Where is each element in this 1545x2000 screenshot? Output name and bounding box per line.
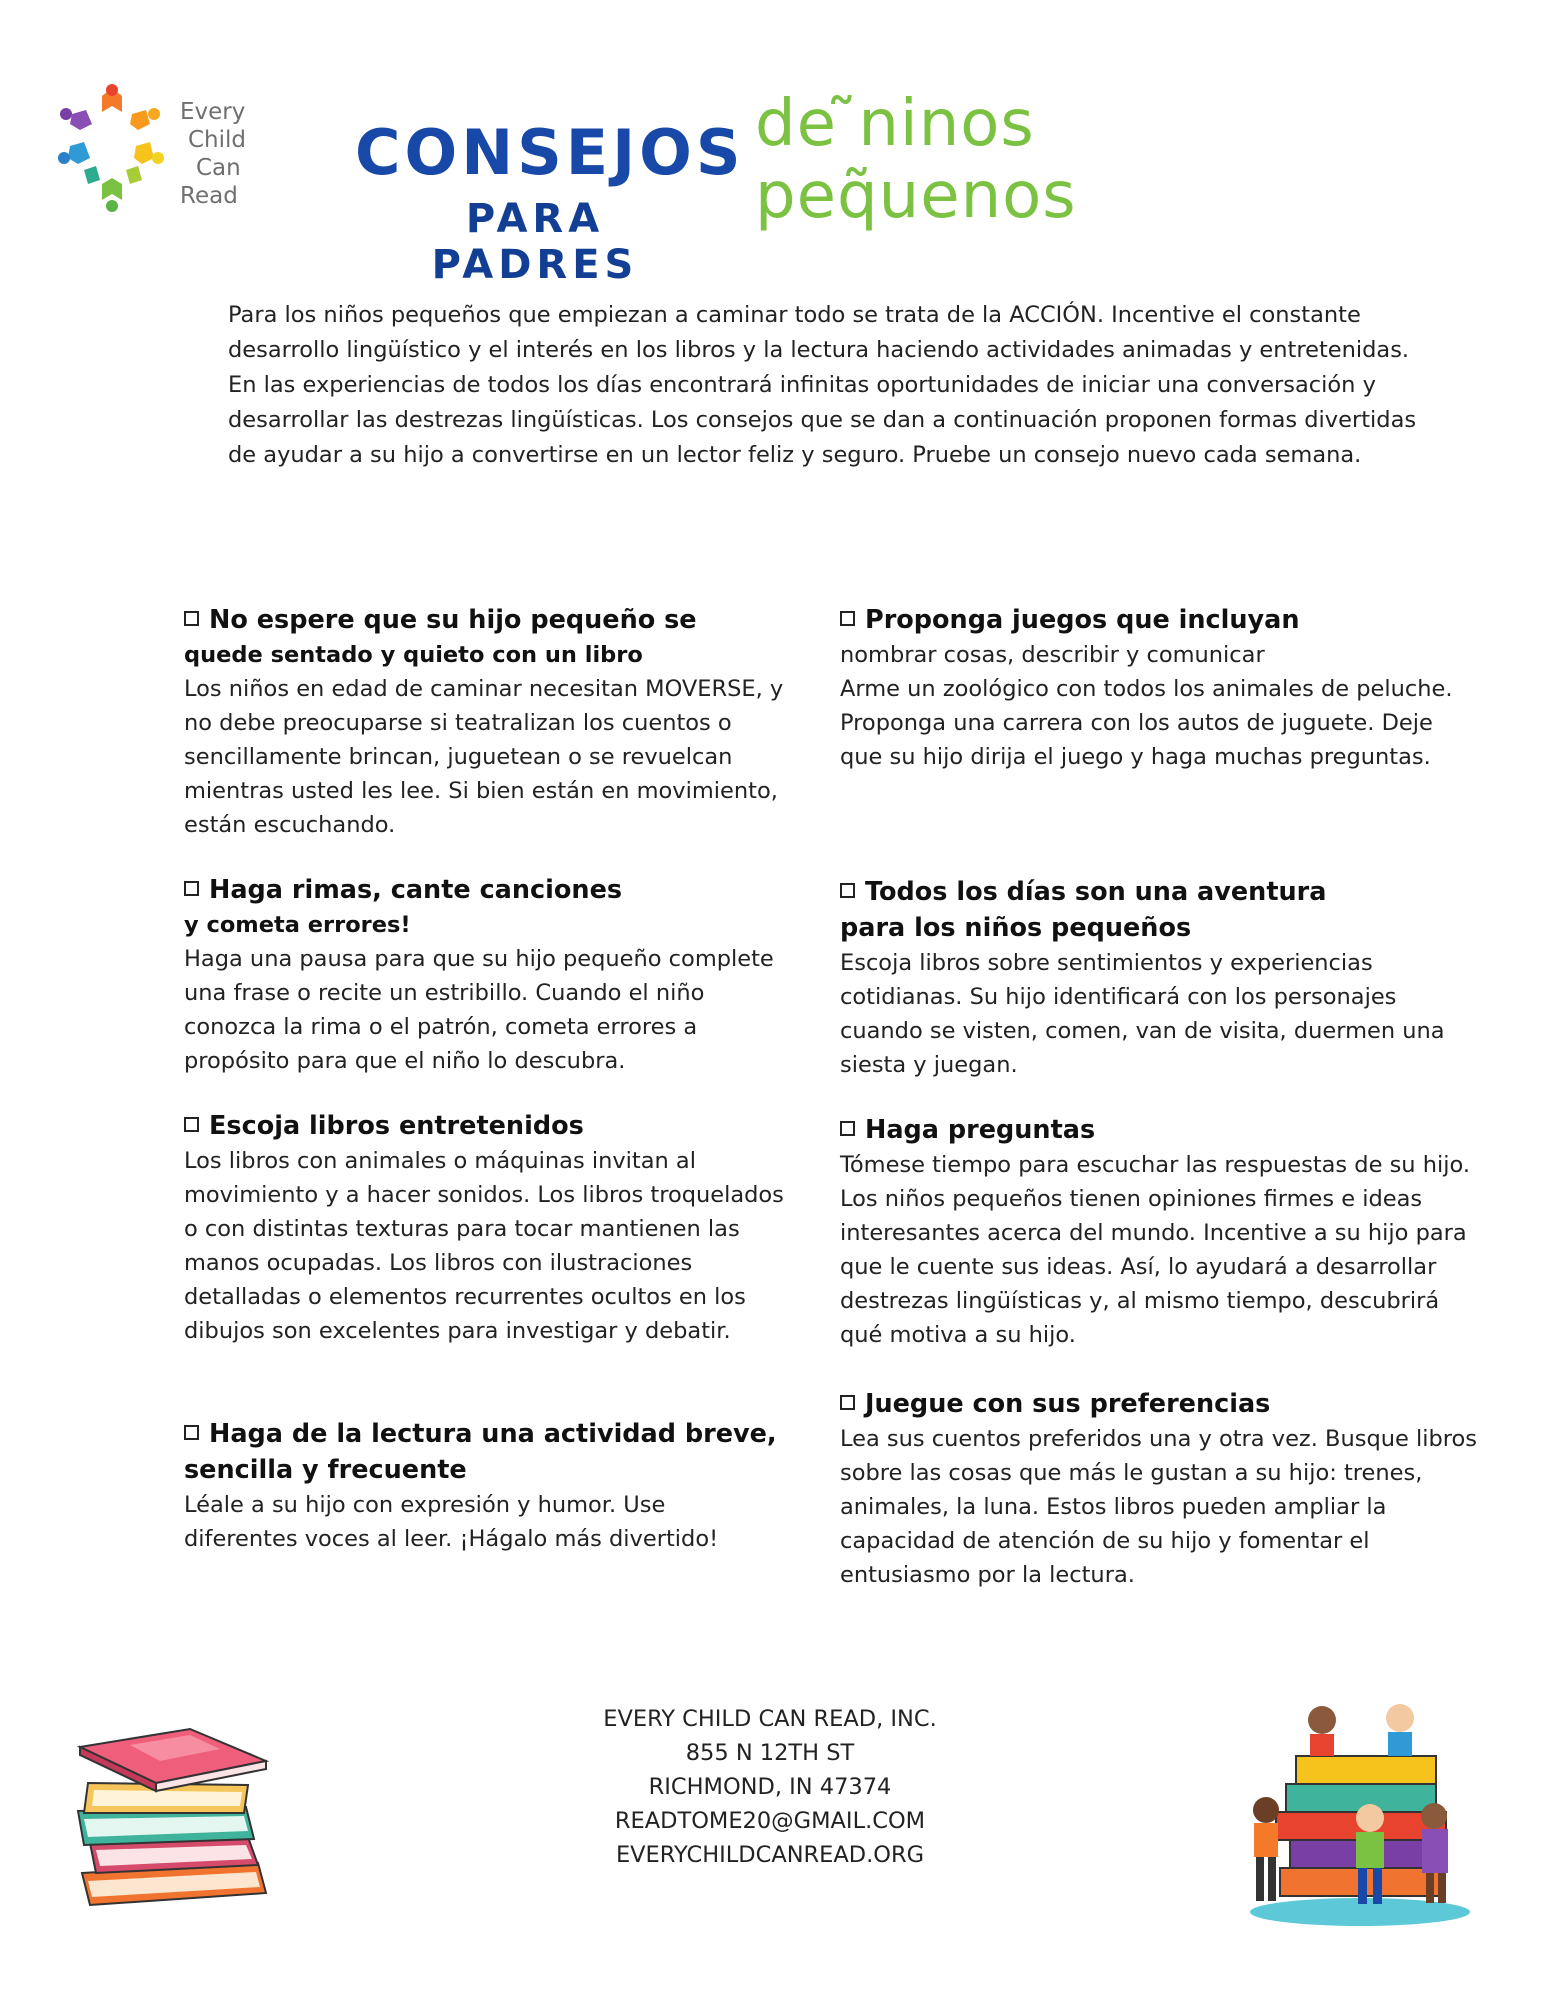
footer-address <box>470 1702 1070 1872</box>
tip-card <box>840 602 1480 774</box>
checkbox-icon <box>184 1117 199 1132</box>
logo <box>50 84 260 224</box>
book-stack-icon <box>70 1725 280 1919</box>
footer-website: EVERYCHILDCANREAD.ORG <box>615 1842 925 1868</box>
tip-card <box>184 1108 784 1348</box>
tip-subtitle: nombrar cosas, describir y comunicar <box>840 642 1265 668</box>
tip-body: Arme un zoológico con todos los animales de peluche. Proponga una carrera con los autos de juguete. Deje que su hijo dirija el juego y haga muchas preguntas. <box>840 676 1453 770</box>
tip-card <box>840 1386 1480 1592</box>
tip-card <box>840 874 1480 1082</box>
logo-word-can: Can <box>196 155 241 181</box>
tip-subtitle: quede sentado y quieto con un libro <box>184 642 643 668</box>
tip-title: Haga rimas, cante canciones <box>209 875 623 905</box>
tip-subtitle: y cometa errores! <box>184 912 411 938</box>
logo-word-every: Every <box>180 99 246 125</box>
audience-title <box>755 88 1077 232</box>
tip-card <box>840 1112 1480 1352</box>
tip-title: Todos los días son una aventura <box>865 877 1327 907</box>
tip-title: Haga de la lectura una actividad breve, <box>209 1419 777 1449</box>
logo-word-child: Child <box>188 127 247 153</box>
audience-title-line1: de ̃ninos <box>755 87 1035 161</box>
tip-body: Los niños en edad de caminar necesitan MOVERSE, y no debe preocuparse si teatralizan los cuentos o sencillamente brincan, juguetean o se revuelcan mientras usted les lee. Si bien están en movimiento, están escuchando. <box>184 676 784 838</box>
tip-subtitle: sencilla y frecuente <box>184 1455 467 1485</box>
tip-card <box>184 872 784 1078</box>
tip-title: No espere que su hijo pequeño se <box>209 605 697 635</box>
page-title: CONSEJOS <box>355 116 745 189</box>
tip-body: Escoja libros sobre sentimientos y experiencias cotidianas. Su hijo identificará con los personajes cuando se visten, comen, van de visita, duermen una siesta y juegan. <box>840 950 1445 1078</box>
audience-title-line2: peq̃uenos <box>755 159 1077 233</box>
footer-street: 855 N 12TH ST <box>685 1740 855 1766</box>
tip-subtitle: para los niños pequeños <box>840 913 1192 943</box>
checkbox-icon <box>840 883 855 898</box>
tip-title: Escoja libros entretenidos <box>209 1111 584 1141</box>
checkbox-icon <box>184 611 199 626</box>
tip-body: Los libros con animales o máquinas invitan al movimiento y a hacer sonidos. Los libros troquelados o con distintas texturas para tocar mantienen las manos ocupadas. Los libros con ilustraciones detalladas o elementos recurrentes ocultos en los dibujos son excelentes para investigar y debatir. <box>184 1148 784 1344</box>
page-subtitle: PARA PADRES <box>431 196 639 288</box>
checkbox-icon <box>840 611 855 626</box>
checkbox-icon <box>184 1425 199 1440</box>
intro-paragraph: Para los niños pequeños que empiezan a caminar todo se trata de la ACCIÓN. Incentive el constante desarrollo lingüístico y el interés en los libros y la lectura haciendo actividades animadas y entretenidas. En las experiencias de todos los días encontrará infinitas oportunidades de iniciar una conversación y desarrollar las destrezas lingüísticas. Los consejos que se dan a continuación proponen formas divertidas de ayudar a su hijo a convertirse en un lector feliz y seguro. Pruebe un consejo nuevo cada semana. <box>228 302 1417 468</box>
tip-body: Léale a su hijo con expresión y humor. Use diferentes voces al leer. ¡Hágalo más divertido! <box>184 1492 719 1552</box>
tip-card <box>184 602 784 842</box>
logo-word-read: Read <box>180 183 238 209</box>
tip-body: Haga una pausa para que su hijo pequeño complete una frase o recite un estribillo. Cuando el niño conozca la rima o el patrón, cometa errores a propósito para que el niño lo descubra. <box>184 946 774 1074</box>
footer-email: READTOME20@GMAIL.COM <box>614 1808 926 1834</box>
tip-title: Haga preguntas <box>865 1115 1096 1145</box>
tip-title: Juegue con sus preferencias <box>865 1389 1271 1419</box>
tip-title: Proponga juegos que incluyan <box>865 605 1300 635</box>
footer-city: RICHMOND, IN 47374 <box>648 1774 892 1800</box>
footer-org: EVERY CHILD CAN READ, INC. <box>603 1706 937 1732</box>
checkbox-icon <box>840 1121 855 1136</box>
checkbox-icon <box>184 881 199 896</box>
logo-text <box>180 98 246 210</box>
checkbox-icon <box>840 1395 855 1410</box>
children-reading-books-icon <box>1240 1690 1480 1934</box>
tip-body: Lea sus cuentos preferidos una y otra vez. Busque libros sobre las cosas que más le gustan a su hijo: trenes, animales, la luna. Estos libros pueden ampliar la capacidad de atención de su hijo y fomentar el entusiasmo por la lectura. <box>840 1426 1478 1588</box>
tip-body: Tómese tiempo para escuchar las respuestas de su hijo. Los niños pequeños tienen opiniones firmes e ideas interesantes acerca del mundo. Incentive a su hijo para que le cuente sus ideas. Así, lo ayudará a desarrollar destrezas lingüísticas y, al mismo tiempo, descubrirá qué motiva a su hijo. <box>840 1152 1470 1348</box>
tip-card <box>184 1416 784 1556</box>
book-circle-icon <box>50 84 180 224</box>
